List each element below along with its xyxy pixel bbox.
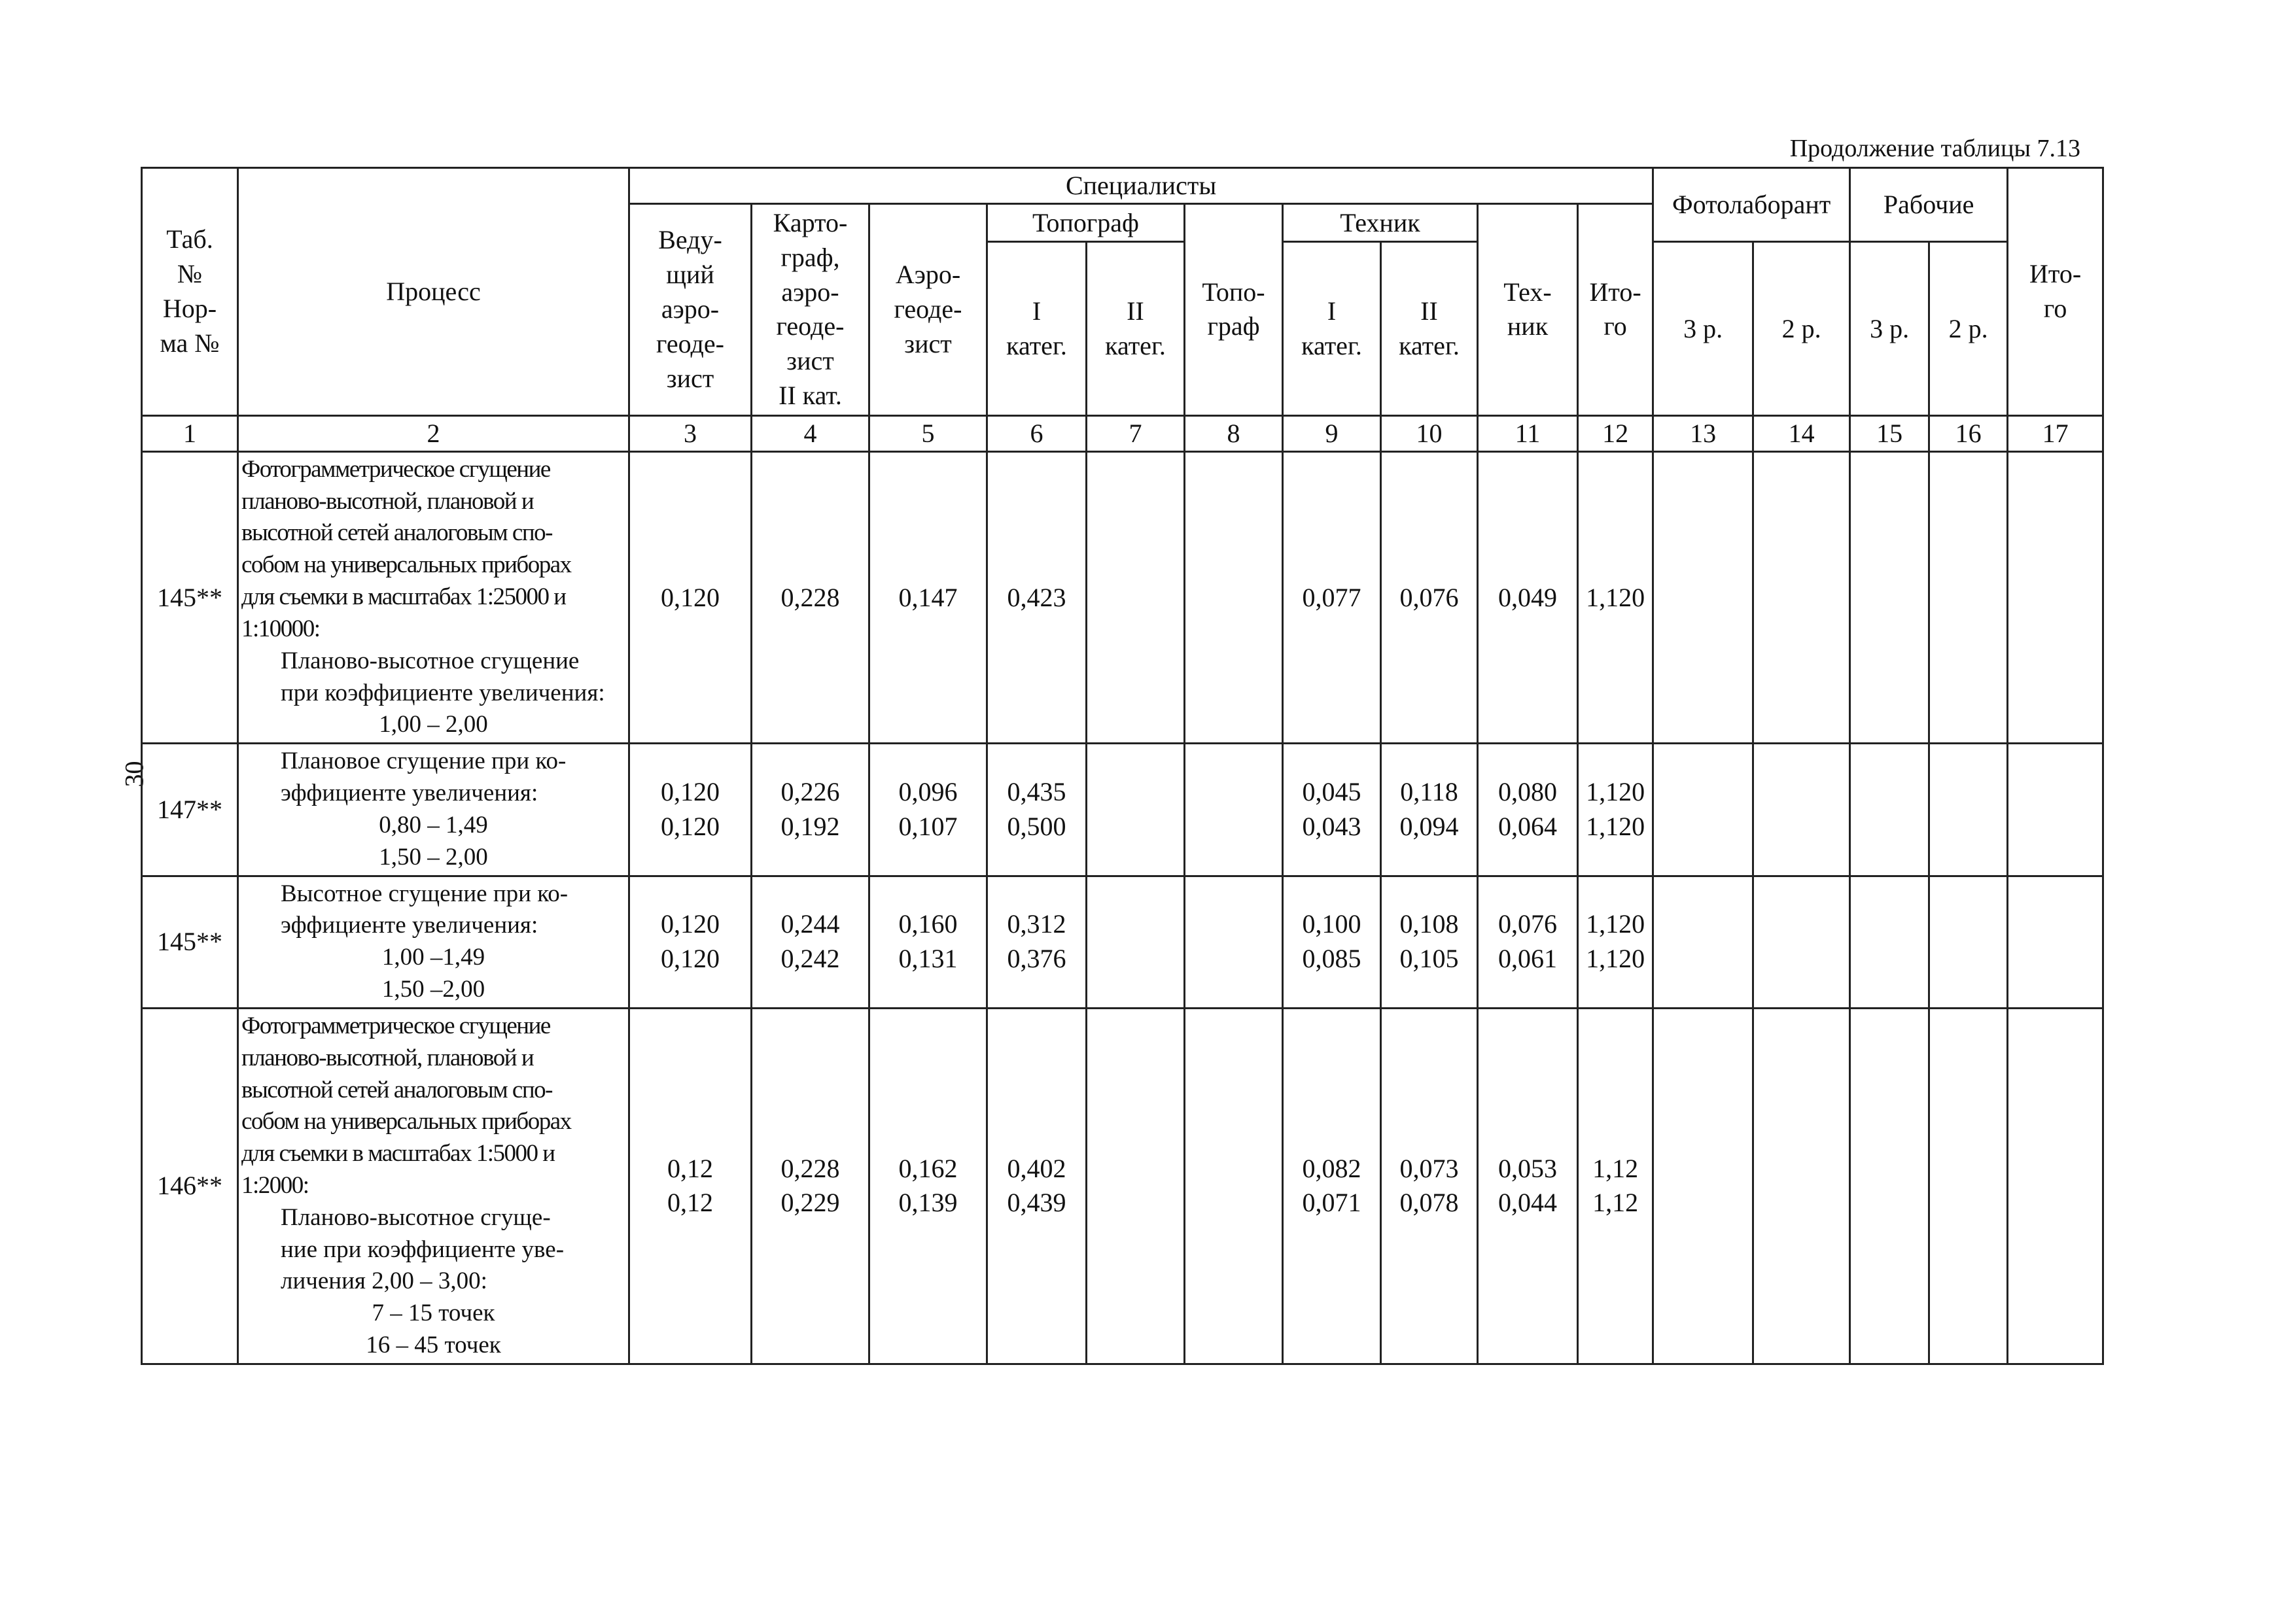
- value-cell: 0,435 0,500: [987, 744, 1087, 876]
- value-cell: [1087, 451, 1185, 743]
- value-cell: 0,096 0,107: [869, 744, 987, 876]
- column-number: 6: [987, 415, 1087, 451]
- value-cell: 0,118 0,094: [1381, 744, 1478, 876]
- norm-code: 146**: [142, 1008, 238, 1364]
- column-number: 5: [869, 415, 987, 451]
- header-aerogeodesist: Аэро- геоде- зист: [869, 204, 987, 416]
- header-technician-group: Техник: [1283, 204, 1478, 242]
- value-cell: 0,120 0,120: [629, 876, 752, 1008]
- value-cell: 0,073 0,078: [1381, 1008, 1478, 1364]
- header-topographer-group: Топограф: [987, 204, 1185, 242]
- column-number: 1: [142, 415, 238, 451]
- value-cell: 0,076 0,061: [1478, 876, 1578, 1008]
- value-cell: 0,080 0,064: [1478, 744, 1578, 876]
- value-cell: [1850, 451, 1929, 743]
- column-number: 13: [1653, 415, 1753, 451]
- value-cell: [1753, 744, 1850, 876]
- value-cell: [1185, 876, 1283, 1008]
- column-number: 11: [1478, 415, 1578, 451]
- value-cell: [1653, 451, 1753, 743]
- value-cell: 0,228: [752, 451, 869, 743]
- value-cell: 0,12 0,12: [629, 1008, 752, 1364]
- column-number: 7: [1087, 415, 1185, 451]
- header-specialists-total: Ито- го: [1578, 204, 1653, 416]
- column-number: 16: [1929, 415, 2008, 451]
- value-cell: 0,076: [1381, 451, 1478, 743]
- value-cell: [1753, 876, 1850, 1008]
- header-workers: Рабочие: [1850, 168, 2008, 242]
- value-cell: 0,244 0,242: [752, 876, 869, 1008]
- table-row: [142, 876, 2103, 1008]
- process-description: Высотное сгущение при ко- эффициенте увеличения: 1,00 –1,49 1,50 –2,00: [238, 876, 629, 1008]
- value-cell: 0,045 0,043: [1283, 744, 1381, 876]
- column-number-row: [142, 415, 2103, 451]
- norm-code: 145**: [142, 876, 238, 1008]
- value-cell: 0,082 0,071: [1283, 1008, 1381, 1364]
- column-number: 3: [629, 415, 752, 451]
- value-cell: [1929, 1008, 2008, 1364]
- value-cell: 0,108 0,105: [1381, 876, 1478, 1008]
- value-cell: [1185, 451, 1283, 743]
- table-row: [142, 744, 2103, 876]
- value-cell: 0,160 0,131: [869, 876, 987, 1008]
- header-cartographer: Карто- граф, аэро- геоде- зист II кат.: [752, 204, 869, 416]
- header-topographer-cat1: I катег.: [987, 242, 1087, 415]
- value-cell: [2008, 1008, 2103, 1364]
- value-cell: 0,053 0,044: [1478, 1008, 1578, 1364]
- value-cell: 1,120 1,120: [1578, 876, 1653, 1008]
- value-cell: [1929, 876, 2008, 1008]
- value-cell: 0,120 0,120: [629, 744, 752, 876]
- table-row: [142, 1008, 2103, 1364]
- column-number: 14: [1753, 415, 1850, 451]
- value-cell: 0,120: [629, 451, 752, 743]
- header-specialists: Специалисты: [629, 168, 1653, 204]
- value-cell: [1850, 744, 1929, 876]
- value-cell: 0,077: [1283, 451, 1381, 743]
- header-technician-cat1: I катег.: [1283, 242, 1381, 415]
- value-cell: 0,049: [1478, 451, 1578, 743]
- value-cell: 0,423: [987, 451, 1087, 743]
- value-cell: 0,228 0,229: [752, 1008, 869, 1364]
- value-cell: [1087, 744, 1185, 876]
- process-description: Плановое сгущение при ко- эффициенте увеличения: 0,80 – 1,49 1,50 – 2,00: [238, 744, 629, 876]
- value-cell: [2008, 876, 2103, 1008]
- column-number: 9: [1283, 415, 1381, 451]
- value-cell: [2008, 744, 2103, 876]
- column-number: 2: [238, 415, 629, 451]
- header-workers-3r: 3 р.: [1850, 242, 1929, 415]
- value-cell: [1653, 876, 1753, 1008]
- value-cell: [1929, 451, 2008, 743]
- header-total: Ито- го: [2008, 168, 2103, 416]
- value-cell: 0,162 0,139: [869, 1008, 987, 1364]
- page-number: 30: [119, 761, 149, 787]
- table-header: [142, 168, 2103, 416]
- column-number: 12: [1578, 415, 1653, 451]
- norms-table: [141, 167, 2104, 1365]
- value-cell: [1753, 1008, 1850, 1364]
- header-photolab: Фотолаборант: [1653, 168, 1850, 242]
- column-number: 17: [2008, 415, 2103, 451]
- column-number: 15: [1850, 415, 1929, 451]
- value-cell: 0,312 0,376: [987, 876, 1087, 1008]
- process-description: Фотограмметрическое сгущение планово-высотной, плановой и высотной сетей аналоговым спо- собом на универсальных приборах для съемки в масштабах 1:5000 и 1:2000: Планово-высотное сгуще- ние при коэффициенте уве- личения 2,00 – 3,00: 7 – 15 точек 16 – 45 точек: [238, 1008, 629, 1364]
- value-cell: [1653, 1008, 1753, 1364]
- header-technician: Тех- ник: [1478, 204, 1578, 416]
- value-cell: [1185, 744, 1283, 876]
- header-workers-2r: 2 р.: [1929, 242, 2008, 415]
- table-row: [142, 451, 2103, 743]
- header-process: Процесс: [238, 168, 629, 416]
- column-number: 10: [1381, 415, 1478, 451]
- header-photolab-2r: 2 р.: [1753, 242, 1850, 415]
- header-tab-norm: Таб. № Нор- ма №: [142, 168, 238, 416]
- column-number: 8: [1185, 415, 1283, 451]
- header-topographer: Топо- граф: [1185, 204, 1283, 416]
- norm-code: 145**: [142, 451, 238, 743]
- value-cell: 0,226 0,192: [752, 744, 869, 876]
- value-cell: [1087, 1008, 1185, 1364]
- value-cell: [1087, 876, 1185, 1008]
- header-technician-cat2: II катег.: [1381, 242, 1478, 415]
- header-topographer-cat2: II катег.: [1087, 242, 1185, 415]
- value-cell: 0,100 0,085: [1283, 876, 1381, 1008]
- header-photolab-3r: 3 р.: [1653, 242, 1753, 415]
- value-cell: 1,12 1,12: [1578, 1008, 1653, 1364]
- value-cell: 1,120: [1578, 451, 1653, 743]
- continuation-caption: Продолжение таблицы 7.13: [1789, 135, 2080, 162]
- value-cell: [1185, 1008, 1283, 1364]
- norm-code: 147**: [142, 744, 238, 876]
- value-cell: [1850, 1008, 1929, 1364]
- value-cell: [1929, 744, 2008, 876]
- value-cell: [1850, 876, 1929, 1008]
- value-cell: [1753, 451, 1850, 743]
- column-number: 4: [752, 415, 869, 451]
- value-cell: 0,147: [869, 451, 987, 743]
- value-cell: 0,402 0,439: [987, 1008, 1087, 1364]
- process-description: Фотограмметрическое сгущение планово-высотной, плановой и высотной сетей аналоговым спо- собом на универсальных приборах для съемки в масштабах 1:25000 и 1:10000: Планово-высотное сгущение при коэффициенте увеличения: 1,00 – 2,00: [238, 451, 629, 743]
- value-cell: 1,120 1,120: [1578, 744, 1653, 876]
- value-cell: [2008, 451, 2103, 743]
- header-lead-aerogeodesist: Веду- щий аэро- геоде- зист: [629, 204, 752, 416]
- value-cell: [1653, 744, 1753, 876]
